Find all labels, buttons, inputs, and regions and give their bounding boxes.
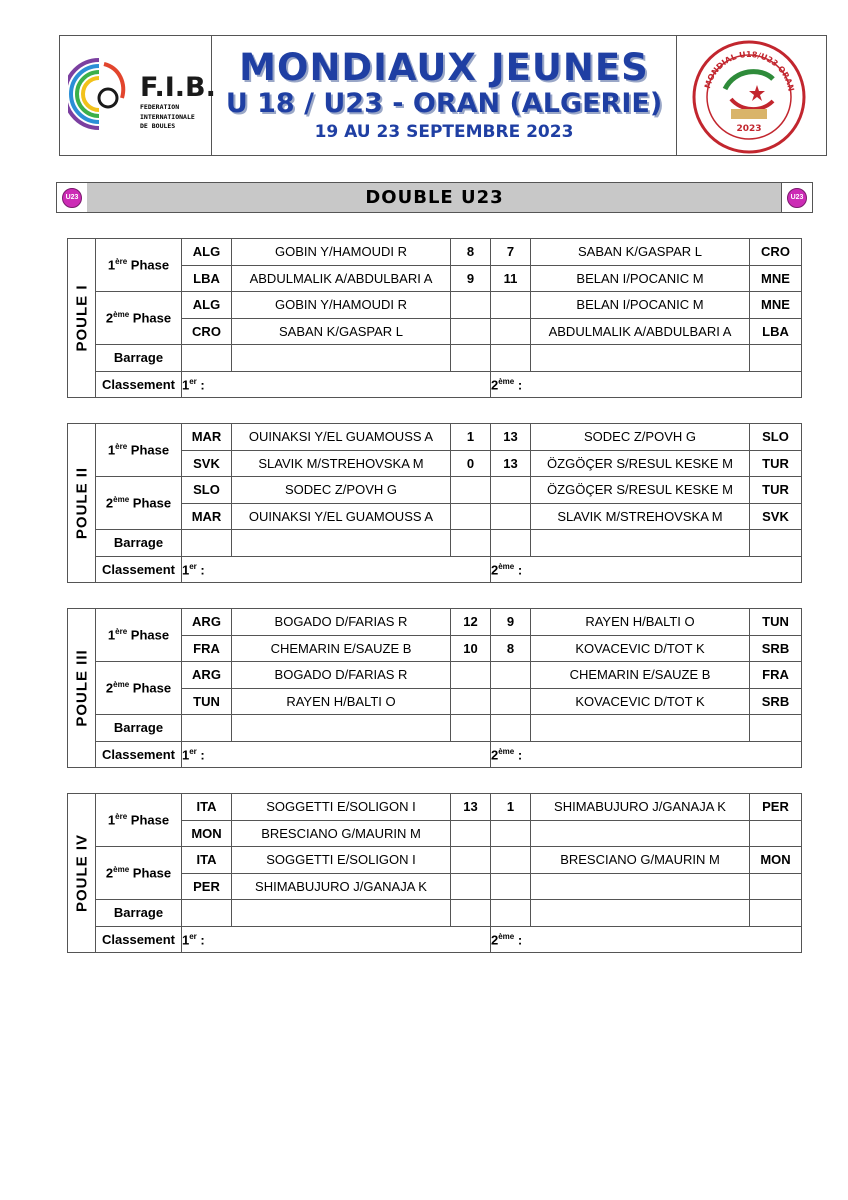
team2-code: SRB bbox=[750, 635, 802, 662]
team2-names bbox=[531, 820, 750, 847]
team2-code: FRA bbox=[750, 662, 802, 689]
event-title-block bbox=[212, 36, 677, 155]
team1-code: ITA bbox=[182, 847, 232, 874]
phase-2-label: 2ème Phase bbox=[96, 662, 182, 715]
seal-year: 2023 bbox=[736, 124, 762, 134]
team1-names: SHIMABUJURO J/GANAJA K bbox=[232, 873, 451, 900]
score1 bbox=[451, 503, 491, 530]
event-seal-icon bbox=[691, 39, 807, 155]
team2-names: ÖZGÖÇER S/RESUL KESKE M bbox=[531, 477, 750, 504]
team2-code: SLO bbox=[750, 424, 802, 451]
score2: 11 bbox=[491, 265, 531, 292]
team2-code bbox=[750, 820, 802, 847]
team2-code: MON bbox=[750, 847, 802, 874]
score1: 13 bbox=[451, 794, 491, 821]
team1-names: GOBIN Y/HAMOUDI R bbox=[232, 292, 451, 319]
score2 bbox=[491, 873, 531, 900]
classement-row bbox=[68, 741, 802, 768]
team1-names: ABDULMALIK A/ABDULBARI A bbox=[232, 265, 451, 292]
team1-names: CHEMARIN E/SAUZE B bbox=[232, 635, 451, 662]
score1 bbox=[451, 820, 491, 847]
score2 bbox=[491, 847, 531, 874]
pool-label: POULE I bbox=[73, 284, 90, 352]
team2-code: CRO bbox=[750, 239, 802, 266]
table-row bbox=[68, 794, 802, 821]
score2: 13 bbox=[491, 450, 531, 477]
pool-label-cell bbox=[68, 609, 96, 768]
pool-table-4 bbox=[67, 793, 802, 953]
classement-label: Classement bbox=[96, 741, 182, 768]
team2-code: LBA bbox=[750, 318, 802, 345]
team2-names: BRESCIANO G/MAURIN M bbox=[531, 847, 750, 874]
team1-code: LBA bbox=[182, 265, 232, 292]
barrage-label: Barrage bbox=[96, 900, 182, 927]
pool-label: POULE IV bbox=[73, 833, 90, 913]
fib-logo-block bbox=[60, 36, 216, 155]
phase-2-label: 2ème Phase bbox=[96, 477, 182, 530]
team2-names: KOVACEVIC D/TOT K bbox=[531, 635, 750, 662]
team2-names: ÖZGÖÇER S/RESUL KESKE M bbox=[531, 450, 750, 477]
team1-names: SOGGETTI E/SOLIGON I bbox=[232, 794, 451, 821]
score2 bbox=[491, 292, 531, 319]
team2-code: MNE bbox=[750, 292, 802, 319]
fib-logo-icon bbox=[68, 54, 130, 134]
score1 bbox=[451, 292, 491, 319]
classement-row bbox=[68, 556, 802, 583]
score2: 9 bbox=[491, 609, 531, 636]
team2-names: ABDULMALIK A/ABDULBARI A bbox=[531, 318, 750, 345]
team1-code: ALG bbox=[182, 239, 232, 266]
rank-first: 1er : bbox=[182, 741, 491, 768]
team2-names: SHIMABUJURO J/GANAJA K bbox=[531, 794, 750, 821]
team1-code: ITA bbox=[182, 794, 232, 821]
score1 bbox=[451, 318, 491, 345]
fib-sub-3: DE BOULES bbox=[140, 122, 176, 130]
score1 bbox=[451, 477, 491, 504]
barrage-row bbox=[68, 715, 802, 742]
score1: 12 bbox=[451, 609, 491, 636]
team1-code: ALG bbox=[182, 292, 232, 319]
team1-names: OUINAKSI Y/EL GUAMOUSS A bbox=[232, 424, 451, 451]
team1-code: FRA bbox=[182, 635, 232, 662]
score1 bbox=[451, 662, 491, 689]
table-row bbox=[68, 424, 802, 451]
seal-arc-text: MONDIAL U18/U23 ORAN bbox=[702, 49, 796, 93]
score1 bbox=[451, 873, 491, 900]
team2-code: TUR bbox=[750, 450, 802, 477]
pool-table-1 bbox=[67, 238, 802, 398]
phase-2-label: 2ème Phase bbox=[96, 292, 182, 345]
team2-code: TUN bbox=[750, 609, 802, 636]
fib-sub-2: INTERNATIONALE bbox=[140, 112, 195, 121]
pool-label: POULE III bbox=[73, 649, 90, 727]
score1 bbox=[451, 847, 491, 874]
team2-names: BELAN I/POCANIC M bbox=[531, 265, 750, 292]
classement-label: Classement bbox=[96, 926, 182, 953]
rank-second: 2ème : bbox=[491, 741, 802, 768]
score2 bbox=[491, 662, 531, 689]
score1 bbox=[451, 688, 491, 715]
fib-sub-1: FEDERATION bbox=[140, 103, 180, 111]
team1-names: BOGADO D/FARIAS R bbox=[232, 609, 451, 636]
table-row bbox=[68, 662, 802, 689]
score2 bbox=[491, 503, 531, 530]
score2 bbox=[491, 688, 531, 715]
team2-names: KOVACEVIC D/TOT K bbox=[531, 688, 750, 715]
score2: 7 bbox=[491, 239, 531, 266]
barrage-row bbox=[68, 900, 802, 927]
classement-label: Classement bbox=[96, 371, 182, 398]
u23-badge-right-icon: U23 bbox=[787, 188, 807, 208]
document-header bbox=[59, 35, 827, 156]
score2 bbox=[491, 820, 531, 847]
classement-row bbox=[68, 371, 802, 398]
team1-names: SOGGETTI E/SOLIGON I bbox=[232, 847, 451, 874]
score1: 1 bbox=[451, 424, 491, 451]
rank-second: 2ème : bbox=[491, 926, 802, 953]
team1-code: CRO bbox=[182, 318, 232, 345]
rank-second: 2ème : bbox=[491, 371, 802, 398]
score1: 8 bbox=[451, 239, 491, 266]
team1-code: PER bbox=[182, 873, 232, 900]
pool-table-2 bbox=[67, 423, 802, 583]
barrage-row bbox=[68, 530, 802, 557]
team1-names: BRESCIANO G/MAURIN M bbox=[232, 820, 451, 847]
pool-label-cell bbox=[68, 424, 96, 583]
phase-2-label: 2ème Phase bbox=[96, 847, 182, 900]
score1: 10 bbox=[451, 635, 491, 662]
team1-names: GOBIN Y/HAMOUDI R bbox=[232, 239, 451, 266]
team1-names: SLAVIK M/STREHOVSKA M bbox=[232, 450, 451, 477]
table-row bbox=[68, 239, 802, 266]
team1-names: BOGADO D/FARIAS R bbox=[232, 662, 451, 689]
banner-title: DOUBLE U23 bbox=[365, 187, 504, 208]
team1-code: TUN bbox=[182, 688, 232, 715]
pool-label: POULE II bbox=[73, 466, 90, 540]
u23-badge-left-icon: U23 bbox=[62, 188, 82, 208]
team2-names bbox=[531, 873, 750, 900]
phase-1-label: 1ère Phase bbox=[96, 239, 182, 292]
rank-first: 1er : bbox=[182, 371, 491, 398]
team1-names: SODEC Z/POVH G bbox=[232, 477, 451, 504]
team1-code: ARG bbox=[182, 662, 232, 689]
team1-code: ARG bbox=[182, 609, 232, 636]
table-row bbox=[68, 609, 802, 636]
pool-label-cell bbox=[68, 239, 96, 398]
team2-code: MNE bbox=[750, 265, 802, 292]
team1-code: MAR bbox=[182, 503, 232, 530]
team1-code: MAR bbox=[182, 424, 232, 451]
table-row bbox=[68, 477, 802, 504]
team2-code: TUR bbox=[750, 477, 802, 504]
classement-label: Classement bbox=[96, 556, 182, 583]
table-row bbox=[68, 292, 802, 319]
pool-table-3 bbox=[67, 608, 802, 768]
team1-code: SVK bbox=[182, 450, 232, 477]
team1-names: RAYEN H/BALTI O bbox=[232, 688, 451, 715]
team1-names: OUINAKSI Y/EL GUAMOUSS A bbox=[232, 503, 451, 530]
event-seal-block bbox=[677, 36, 826, 155]
score2: 8 bbox=[491, 635, 531, 662]
event-subtitle: U 18 / U23 - ORAN (ALGERIE) bbox=[225, 88, 663, 119]
pool-label-cell bbox=[68, 794, 96, 953]
team2-names: SODEC Z/POVH G bbox=[531, 424, 750, 451]
score2 bbox=[491, 477, 531, 504]
team1-code: SLO bbox=[182, 477, 232, 504]
section-banner bbox=[56, 182, 813, 213]
team2-code: PER bbox=[750, 794, 802, 821]
phase-1-label: 1ère Phase bbox=[96, 424, 182, 477]
rank-first: 1er : bbox=[182, 926, 491, 953]
score2: 1 bbox=[491, 794, 531, 821]
score1: 9 bbox=[451, 265, 491, 292]
barrage-label: Barrage bbox=[96, 345, 182, 372]
team2-names: CHEMARIN E/SAUZE B bbox=[531, 662, 750, 689]
team2-names: RAYEN H/BALTI O bbox=[531, 609, 750, 636]
score1: 0 bbox=[451, 450, 491, 477]
phase-1-label: 1ère Phase bbox=[96, 794, 182, 847]
team1-names: SABAN K/GASPAR L bbox=[232, 318, 451, 345]
team2-code: SRB bbox=[750, 688, 802, 715]
barrage-label: Barrage bbox=[96, 530, 182, 557]
phase-1-label: 1ère Phase bbox=[96, 609, 182, 662]
team1-code: MON bbox=[182, 820, 232, 847]
team2-code bbox=[750, 873, 802, 900]
barrage-row bbox=[68, 345, 802, 372]
score2: 13 bbox=[491, 424, 531, 451]
team2-names: BELAN I/POCANIC M bbox=[531, 292, 750, 319]
rank-first: 1er : bbox=[182, 556, 491, 583]
classement-row bbox=[68, 926, 802, 953]
team2-code: SVK bbox=[750, 503, 802, 530]
score2 bbox=[491, 318, 531, 345]
team2-names: SABAN K/GASPAR L bbox=[531, 239, 750, 266]
event-title: MONDIAUX JEUNES bbox=[239, 46, 649, 89]
barrage-label: Barrage bbox=[96, 715, 182, 742]
fib-name: F.I.B. bbox=[140, 72, 216, 103]
table-row bbox=[68, 847, 802, 874]
event-dates: 19 AU 23 SEPTEMBRE 2023 bbox=[314, 122, 574, 142]
rank-second: 2ème : bbox=[491, 556, 802, 583]
team2-names: SLAVIK M/STREHOVSKA M bbox=[531, 503, 750, 530]
